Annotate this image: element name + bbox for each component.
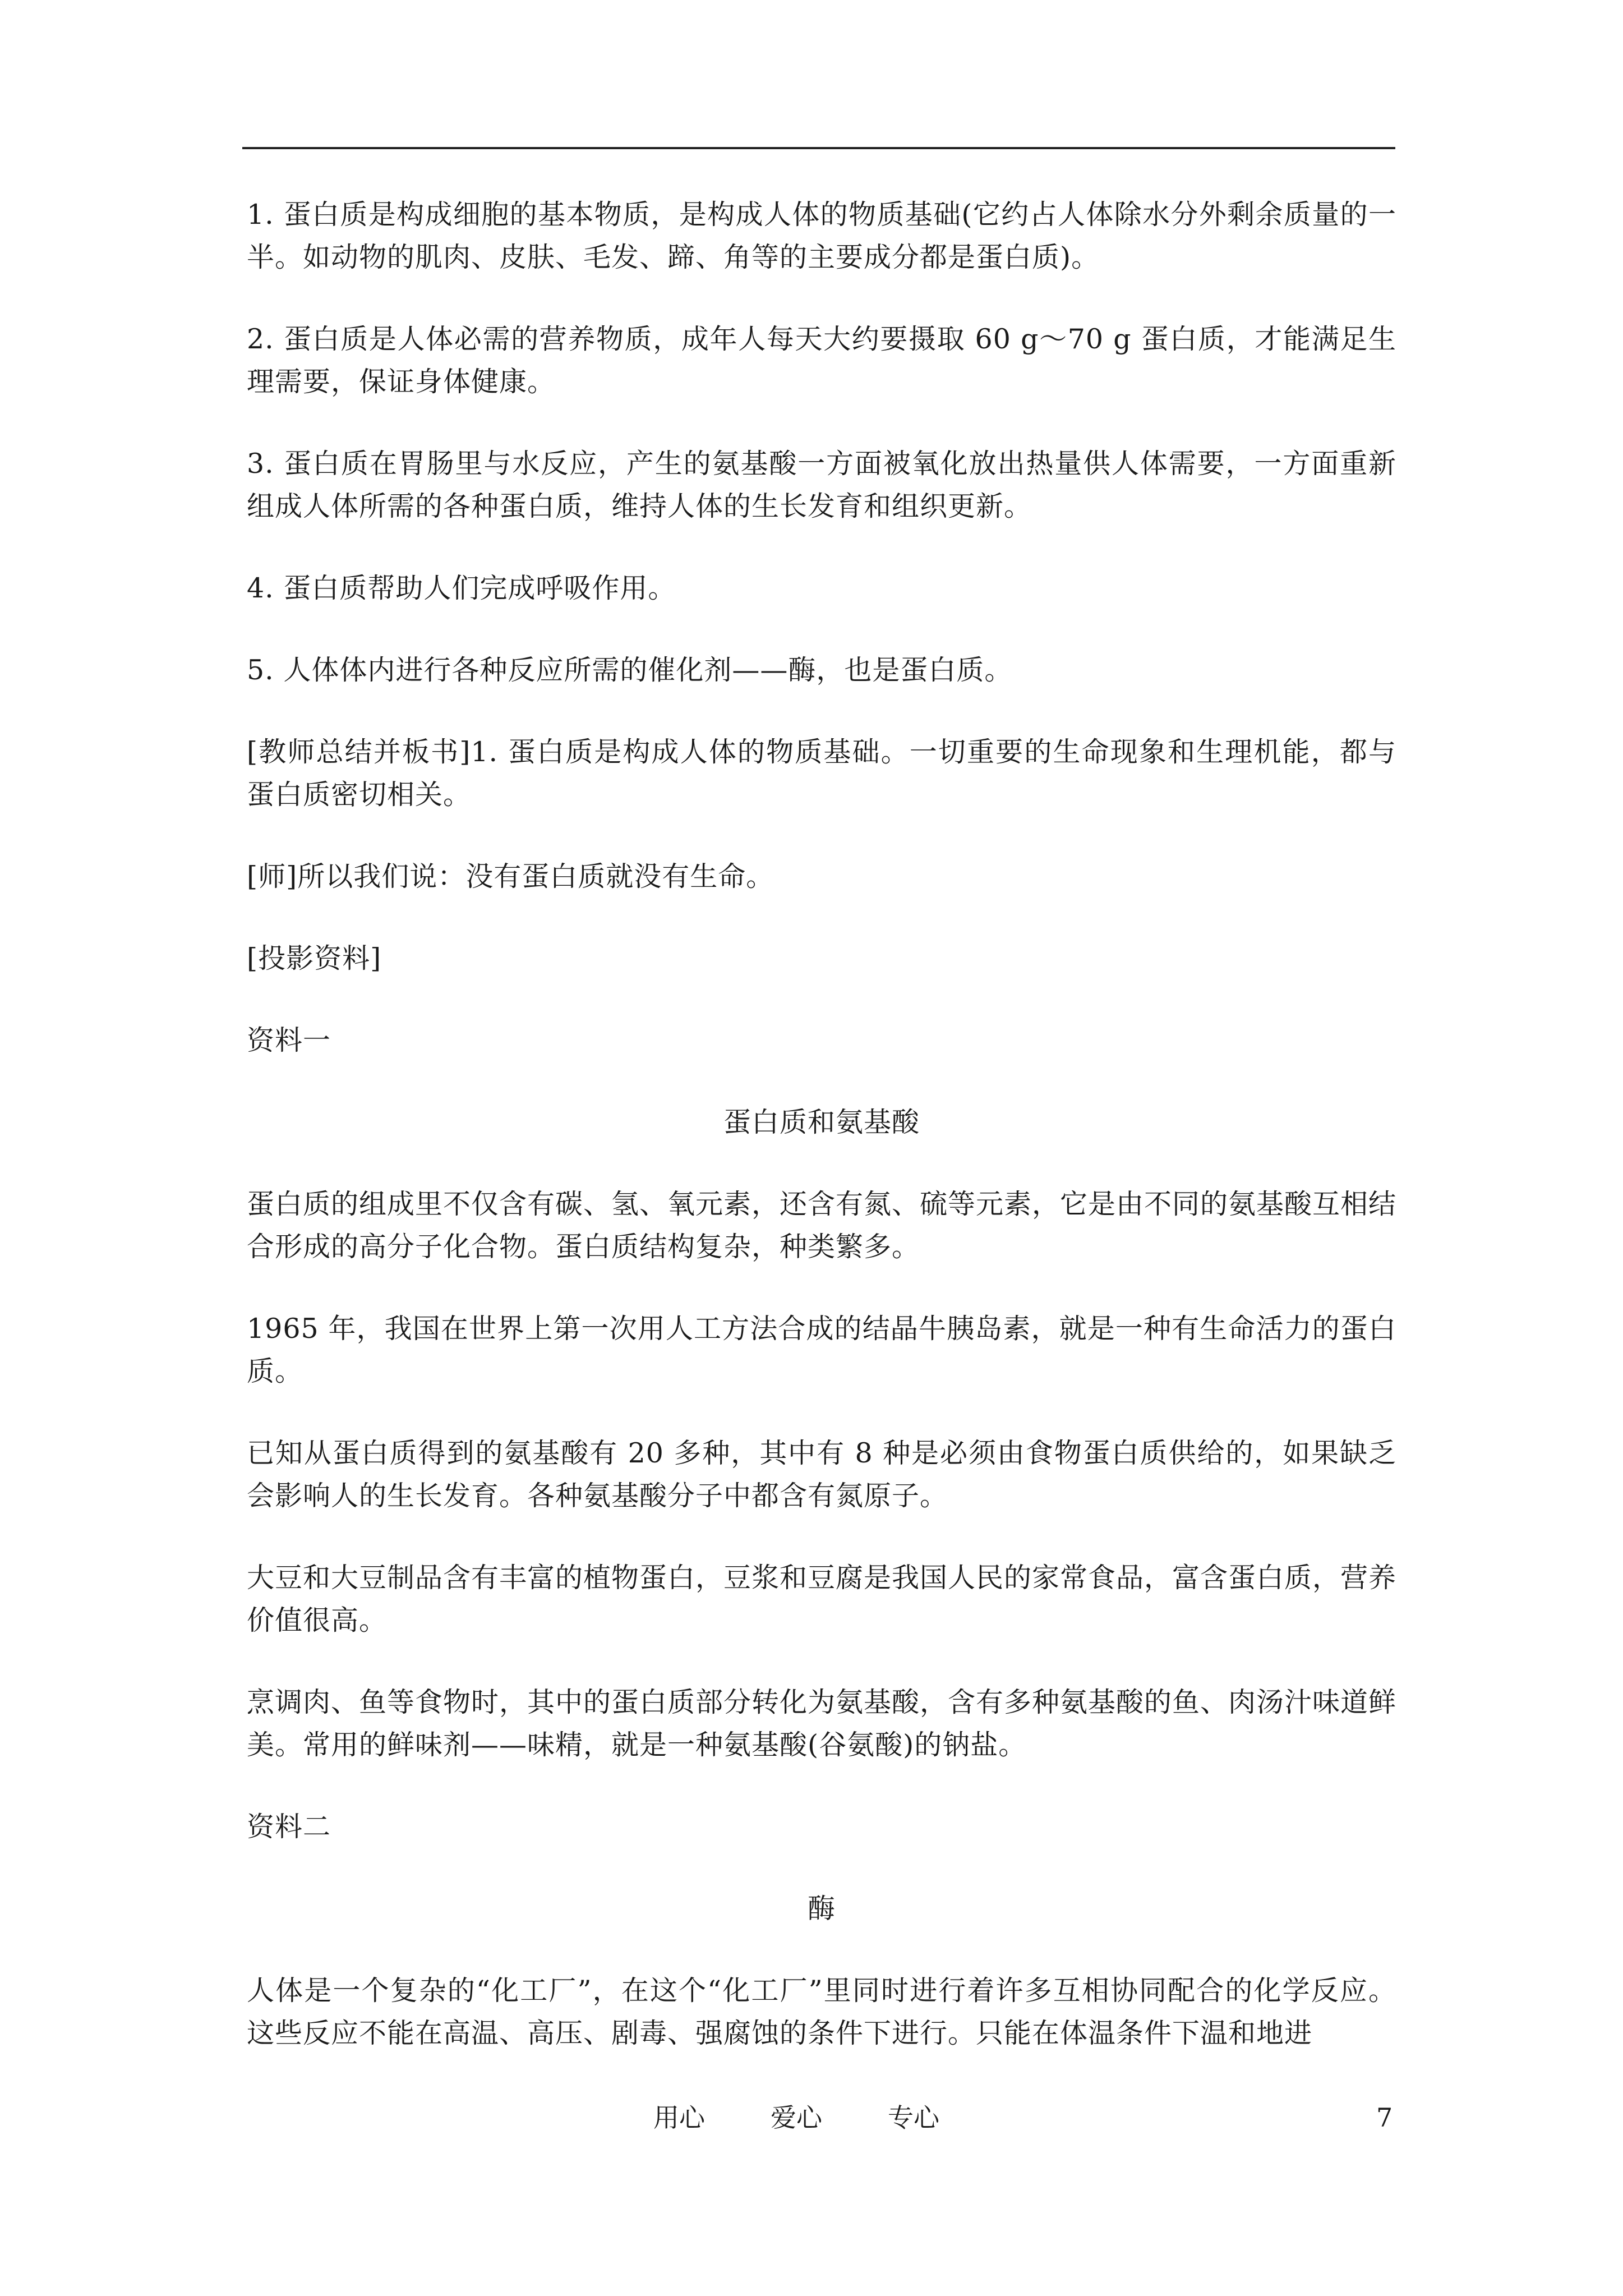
footer-motto: 用心 爱心 专心 bbox=[653, 2102, 939, 2133]
section-title-protein-amino-acid: 蛋白质和氨基酸 bbox=[723, 1106, 920, 1138]
material-two-label: 资料二 bbox=[247, 1811, 331, 1843]
enzyme-paragraph: 人体是一个复杂的“化工厂”，在这个“化工厂”里同时进行着许多互相协同配合的化学反应。这些反应不能在高温、高压、剧毒、强腐蚀的条件下进行。只能在体温条件下温和地进 bbox=[247, 1975, 1396, 2049]
material-one-label: 资料一 bbox=[247, 1024, 331, 1056]
material-paragraph-4: 大豆和大豆制品含有丰富的植物蛋白，豆浆和豆腐是我国人民的家常食品，富含蛋白质，营养价值很高。 bbox=[247, 1562, 1397, 1636]
header-rule bbox=[242, 147, 1395, 149]
section-title-enzyme: 酶 bbox=[807, 1893, 836, 1925]
material-paragraph-1: 蛋白质的组成里不仅含有碳、氢、氧元素，还含有氮、硫等元素，它是由不同的氨基酸互相结合形成的高分子化合物。蛋白质结构复杂，种类繁多。 bbox=[247, 1188, 1397, 1263]
paragraph-4: 4. 蛋白质帮助人们完成呼吸作用。 bbox=[247, 572, 676, 604]
paragraph-2: 2. 蛋白质是人体必需的营养物质，成年人每天大约要摄取 60 g～70 g 蛋白质，才能满足生理需要，保证身体健康。 bbox=[247, 323, 1396, 398]
document-body bbox=[247, 194, 1396, 2094]
teacher-remark: [师]所以我们说：没有蛋白质就没有生命。 bbox=[247, 861, 774, 892]
material-paragraph-5: 烹调肉、鱼等食物时，其中的蛋白质部分转化为氨基酸，含有多种氨基酸的鱼、肉汤汁味道鲜美。常用的鲜味剂——味精，就是一种氨基酸(谷氨酸)的钠盐。 bbox=[247, 1686, 1397, 1761]
paragraph-5: 5. 人体体内进行各种反应所需的催化剂——酶，也是蛋白质。 bbox=[247, 654, 1013, 686]
material-paragraph-3: 已知从蛋白质得到的氨基酸有 20 多种，其中有 8 种是必须由食物蛋白质供给的，如果缺乏会影响人的生长发育。各种氨基酸分子中都含有氮原子。 bbox=[247, 1437, 1396, 1512]
material-paragraph-2: 1965 年，我国在世界上第一次用人工方法合成的结晶牛胰岛素，就是一种有生命活力的蛋白质。 bbox=[247, 1313, 1396, 1387]
page-number: 7 bbox=[1376, 2102, 1393, 2133]
teacher-summary: [教师总结并板书]1. 蛋白质是构成人体的物质基础。一切重要的生命现象和生理机能，都与蛋白质密切相关。 bbox=[247, 736, 1396, 811]
paragraph-3: 3. 蛋白质在胃肠里与水反应，产生的氨基酸一方面被氧化放出热量供人体需要，一方面重新组成人体所需的各种蛋白质，维持人体的生长发育和组织更新。 bbox=[247, 448, 1396, 522]
paragraph-1: 1. 蛋白质是构成细胞的基本物质，是构成人体的物质基础(它约占人体除水分外剩余质量的一半。如动物的肌肉、皮肤、毛发、蹄、角等的主要成分都是蛋白质)。 bbox=[247, 199, 1396, 273]
page-footer bbox=[0, 2098, 1623, 2137]
projection-label: [投影资料] bbox=[247, 942, 382, 974]
